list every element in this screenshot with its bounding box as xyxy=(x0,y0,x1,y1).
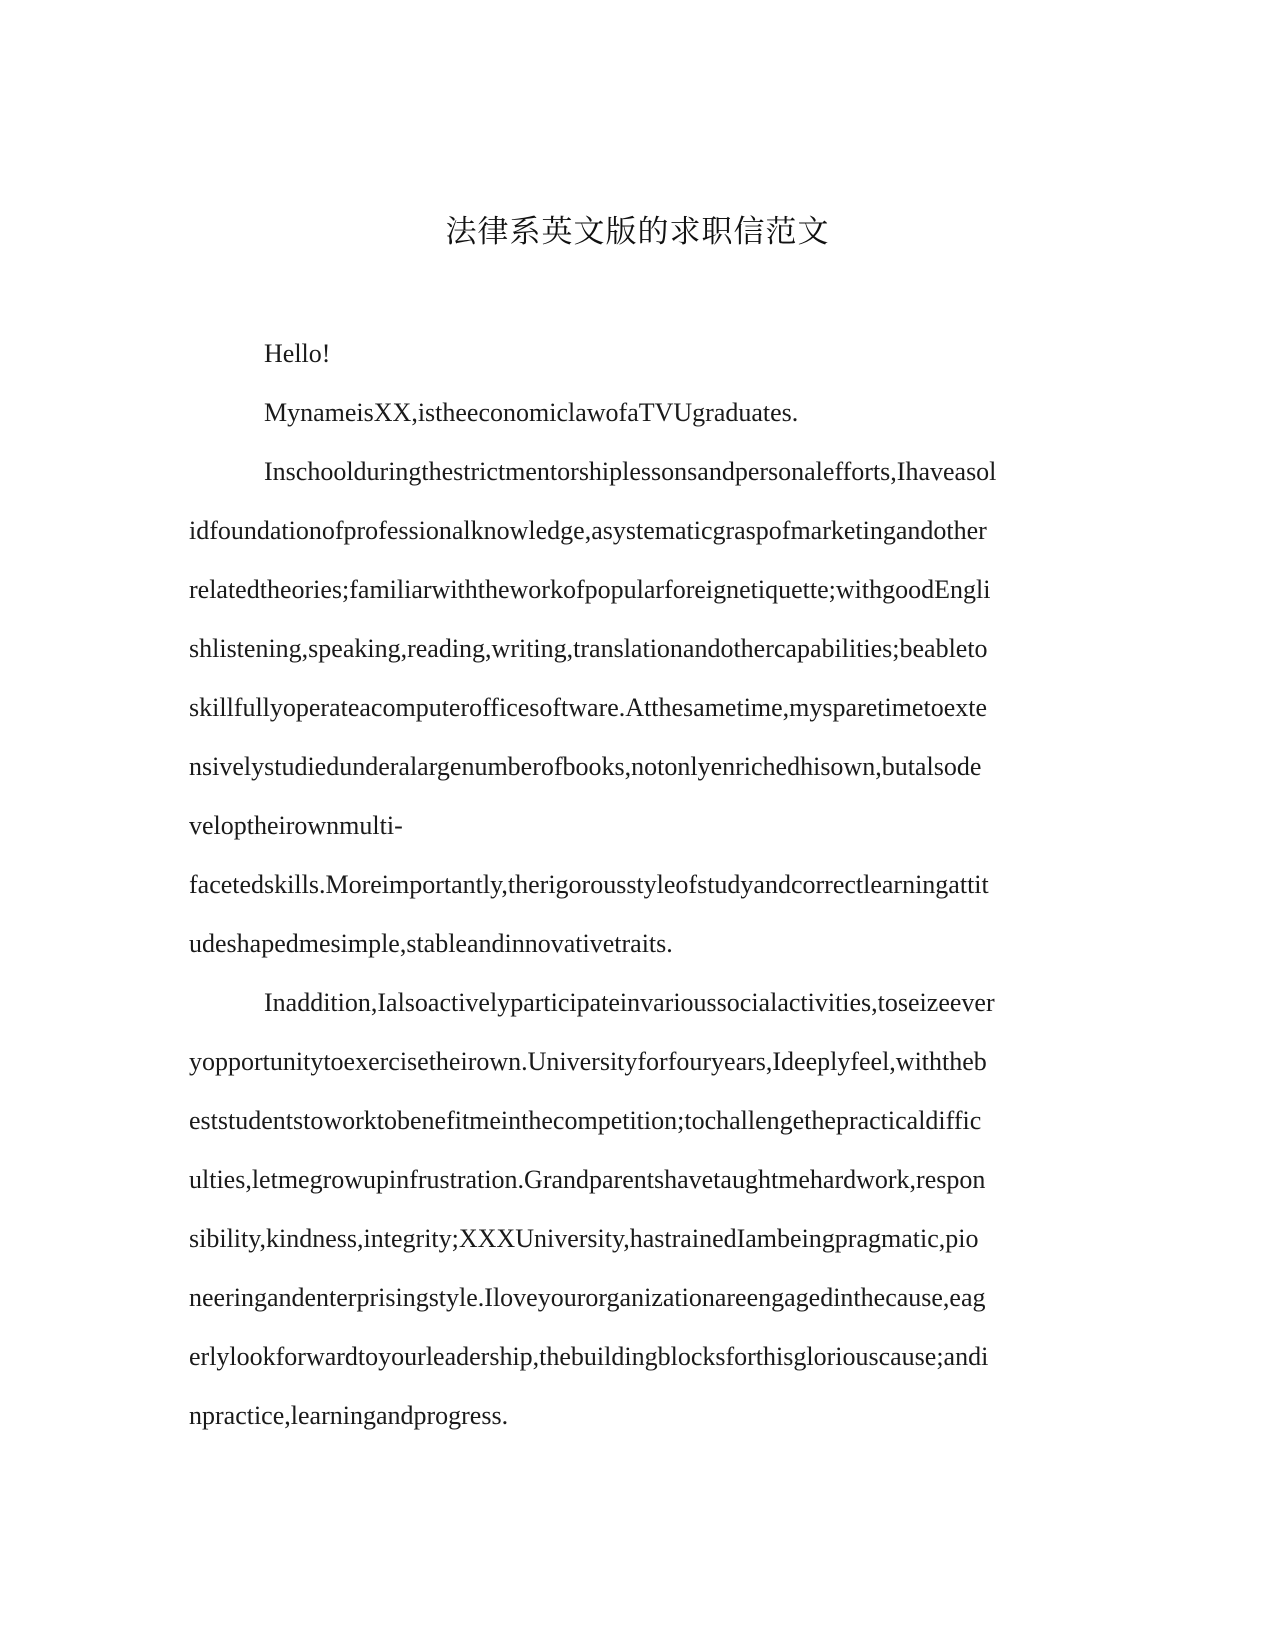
body-line: eststudentstoworktobenefitmeinthecompetition;tochallengethepracticaldiffic xyxy=(189,1106,982,1135)
body-line: npractice,learningandprogress. xyxy=(189,1401,509,1430)
body-line: Inschoolduringthestrictmentorshiplessonsandpersonalefforts,Ihaveasol xyxy=(264,457,997,486)
body-line: relatedtheories;familiarwiththeworkofpopularforeignetiquette;withgoodEngli xyxy=(189,575,991,604)
body-line: MynameisXX,istheeconomiclawofaTVUgraduates. xyxy=(264,398,799,427)
body-line: yopportunitytoexercisetheirown.Universityforfouryears,Ideeplyfeel,withtheb xyxy=(189,1047,987,1076)
body-line: erlylookforwardtoyourleadership,thebuildingblocksforthisgloriouscause;andi xyxy=(189,1342,989,1371)
body-line: sibility,kindness,integrity;XXXUniversity,hastrainedIambeingpragmatic,pio xyxy=(189,1224,979,1253)
body-line: Inaddition,Ialsoactivelyparticipateinvarioussocialactivities,toseizeever xyxy=(264,988,995,1017)
body-line: skillfullyoperateacomputerofficesoftware.Atthesametime,mysparetimetoexte xyxy=(189,693,988,722)
body-line: facetedskills.Moreimportantly,therigorousstyleofstudyandcorrectlearningattit xyxy=(189,870,989,899)
greeting-line: Hello! xyxy=(264,339,331,368)
body-line: veloptheirownmulti- xyxy=(189,811,403,840)
body-line: idfoundationofprofessionalknowledge,asystematicgraspofmarketingandother xyxy=(189,516,987,545)
document-title: 法律系英文版的求职信范文 xyxy=(445,214,830,250)
body-line: udeshapedmesimple,stableandinnovativetraits. xyxy=(189,929,673,958)
body-line: nsivelystudiedunderalargenumberofbooks,notonlyenrichedhisown,butalsode xyxy=(189,752,982,781)
body-line: shlistening,speaking,reading,writing,translationandothercapabilities;beableto xyxy=(189,634,988,663)
body-line: neeringandenterprisingstyle.Iloveyourorganizationareengagedinthecause,eag xyxy=(189,1283,986,1312)
body-line: ulties,letmegrowupinfrustration.Grandparentshavetaughtmehardwork,respon xyxy=(189,1165,986,1194)
